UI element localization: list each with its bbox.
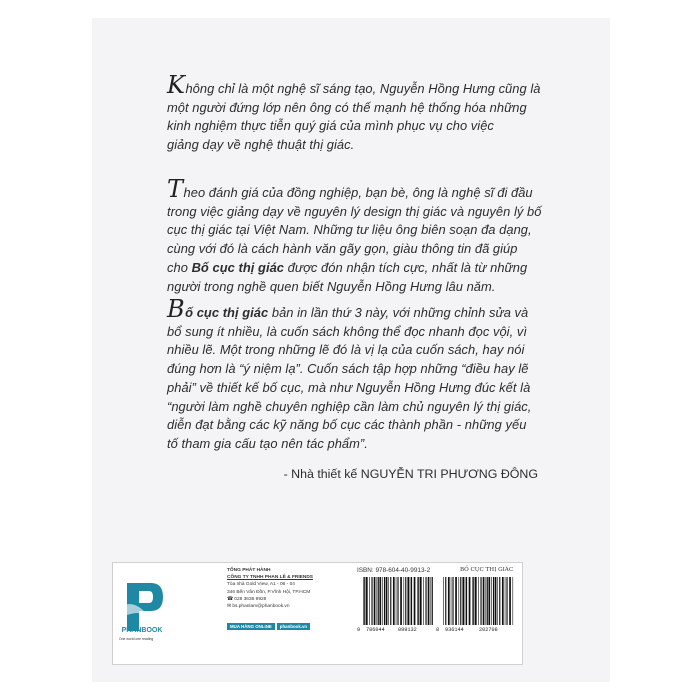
barcode2-left-digits: 936144 [445, 627, 464, 633]
dropcap: B [167, 295, 186, 323]
paragraph-1 [167, 71, 567, 155]
barcode-bar [495, 577, 497, 625]
text-line: cục thị giác tại Việt Nam. Những tư liệu ông biên soạn đa dạng, [167, 222, 532, 238]
order-online-row [227, 615, 357, 629]
barcode-graphic [357, 575, 517, 629]
book-title-bold: Bố cục thị giác [191, 259, 285, 275]
logo-tagline: One world one reading [119, 637, 154, 641]
book-title-bold: ố cục thị giác [185, 305, 269, 320]
isbn-number: ISBN: 978-604-40-9913-2 [357, 567, 431, 574]
barcode-bar [513, 577, 514, 625]
barcode-bar [469, 577, 471, 625]
text-line: một người đứng lớp nên ông có thế mạnh hệ thống hóa những [167, 99, 527, 115]
barcode-bar [465, 577, 466, 625]
text-line: cùng với đó là cách hành văn gãy gọn, giàu thông tin đã giúp [167, 241, 518, 257]
barcode-bar [459, 577, 460, 625]
barcode-bar [423, 577, 424, 625]
barcode-bar [487, 577, 488, 625]
barcode-bar [431, 577, 432, 625]
text-line: trong việc giảng dạy về nguyên lý design thị giác và nguyên lý bố [167, 203, 542, 219]
barcode-bar [428, 577, 430, 625]
email-address: ✉ bs.phanlam@phanbook.vn [227, 604, 290, 610]
text-fragment: cho [167, 259, 192, 275]
company-name: CÔNG TY TNHH PHAN LÊ & FRIENDS [227, 575, 313, 581]
barcode-bar [432, 577, 433, 625]
barcode-bar [493, 577, 494, 625]
barcode-bar [384, 577, 385, 625]
barcode-bar [418, 577, 419, 625]
barcode-bar [417, 577, 418, 625]
barcode-bar [374, 577, 376, 625]
paragraph-3 [167, 295, 567, 454]
barcode-bar [480, 577, 481, 625]
barcode-bar [460, 577, 461, 625]
text-line: phải” về thiết kế bố cục, mà như Nguyễn Hồng Hưng đúc kết là [167, 379, 531, 395]
barcode-bar [371, 577, 372, 625]
order-online-badge[interactable]: MUA HÀNG ONLINE [227, 623, 275, 630]
publisher-panel [112, 562, 523, 665]
barcode1-right-digits: 099132 [398, 627, 417, 633]
barcode-bar [397, 577, 398, 625]
barcode-book-title: BỐ CỤC THỊ GIÁC [460, 567, 514, 573]
barcode1-left-digits: 786044 [366, 627, 385, 633]
barcode-bar [390, 577, 391, 625]
barcode2-first-digit: 8 [436, 627, 440, 633]
barcode-bar [466, 577, 467, 625]
barcode-bar [502, 577, 504, 625]
barcode-bar [404, 577, 405, 625]
barcode-bar [497, 577, 498, 625]
barcode-bar [382, 577, 383, 625]
address-line: Tòa nhà Gold View, A1 - 06 - 04 [227, 582, 295, 588]
barcode-bar [378, 577, 379, 625]
barcode-bar [369, 577, 370, 625]
barcode-bar [473, 577, 474, 625]
text-line: diễn đạt bằng các kỹ năng bố cục các thành phần - những yếu [167, 417, 527, 433]
barcode-bar [472, 577, 473, 625]
barcode-bar [488, 577, 490, 625]
paragraph-2 [167, 175, 567, 296]
text-line: nhiều lẽ. Một trong những lẽ đó là vị lạ của cuốn sách, hay nói [167, 342, 525, 358]
barcode-bar [452, 577, 453, 625]
text-line: kinh nghiệm thực tiễn quý giá của mình phục vụ cho việc [167, 118, 494, 134]
barcode-bar [388, 577, 389, 625]
dropcap: K [167, 71, 186, 99]
barcode-bar [462, 577, 464, 625]
text-line: tố tham gia cấu tạo nên tác phẩm”. [167, 435, 368, 451]
barcode-bar [443, 577, 444, 625]
barcode-bar [491, 577, 492, 625]
barcode-bar [407, 577, 409, 625]
barcode-area [357, 567, 522, 657]
phanbook-logo-icon [117, 575, 167, 645]
text-fragment: bản in lần thứ 3 này, với những chỉnh sửa và [268, 305, 529, 320]
barcode-bar [506, 577, 507, 625]
text-line: heo đánh giá của đồng nghiệp, bạn bè, ông là nghệ sĩ đi đầu [183, 185, 533, 200]
barcode-bar [425, 577, 426, 625]
address-line: 346 Bến Vân Đồn, P.Vĩnh Hội, TP.HCM [227, 589, 311, 595]
author-signature: - Nhà thiết kế NGUYỄN TRI PHƯƠNG ĐÔNG [283, 467, 538, 481]
barcode-bar [475, 577, 477, 625]
text-line: giảng dạy về nghệ thuật thị giác. [167, 137, 355, 153]
barcode-bar [509, 577, 511, 625]
distributor-label: TỔNG PHÁT HÀNH [227, 568, 271, 573]
text-fragment: được đón nhận tích cực, nhất là từ những [284, 259, 528, 275]
barcode-bar [400, 577, 402, 625]
barcode-bar [483, 577, 485, 625]
barcode-bar [420, 577, 422, 625]
barcode-bar [363, 577, 364, 625]
logo-wordmark: PHANBOOK [121, 627, 163, 634]
barcode-bar [414, 577, 416, 625]
publisher-info [227, 567, 357, 610]
barcode-bar [410, 577, 411, 625]
text-line: người trong nghề quen biết Nguyễn Hồng Hưng lâu năm. [167, 278, 496, 294]
barcode-bar [366, 577, 368, 625]
barcode-bar [377, 577, 378, 625]
barcode-bar [455, 577, 457, 625]
barcode-bar [486, 577, 487, 625]
dropcap: T [167, 175, 184, 203]
phone-number: ☎ 028 3636 9928 [227, 596, 267, 602]
website-link[interactable]: phanbook.vn [277, 623, 310, 630]
text-line: bổ sung ít nhiều, là cuốn sách không thể đọc nhanh đọc vội, vì [167, 323, 527, 339]
barcode2-right-digits: 202708 [479, 627, 498, 633]
barcode-bar [405, 577, 406, 625]
text-line: đúng hơn là “ý niệm lạ”. Cuốn sách tập hợp những “điều hay lẽ [167, 361, 529, 377]
barcode-bar [411, 577, 412, 625]
barcode-bar [448, 577, 450, 625]
barcode-bar [379, 577, 381, 625]
barcode-bar [505, 577, 506, 625]
barcode-bar [478, 577, 479, 625]
barcode1-first-digit: 9 [357, 627, 361, 633]
barcode-bar [445, 577, 446, 625]
text-line: hông chỉ là một nghệ sĩ sáng tạo, Nguyễn Hồng Hưng cũng là [185, 81, 541, 96]
barcode-bar [386, 577, 388, 625]
text-line: “người làm nghề chuyên nghiệp cần làm chủ nguyên lý thị giác, [167, 398, 532, 414]
barcode-bar [393, 577, 395, 625]
barcode-bar [396, 577, 397, 625]
barcode-bar [364, 577, 365, 625]
barcode-bar [451, 577, 452, 625]
barcode-bar [499, 577, 500, 625]
